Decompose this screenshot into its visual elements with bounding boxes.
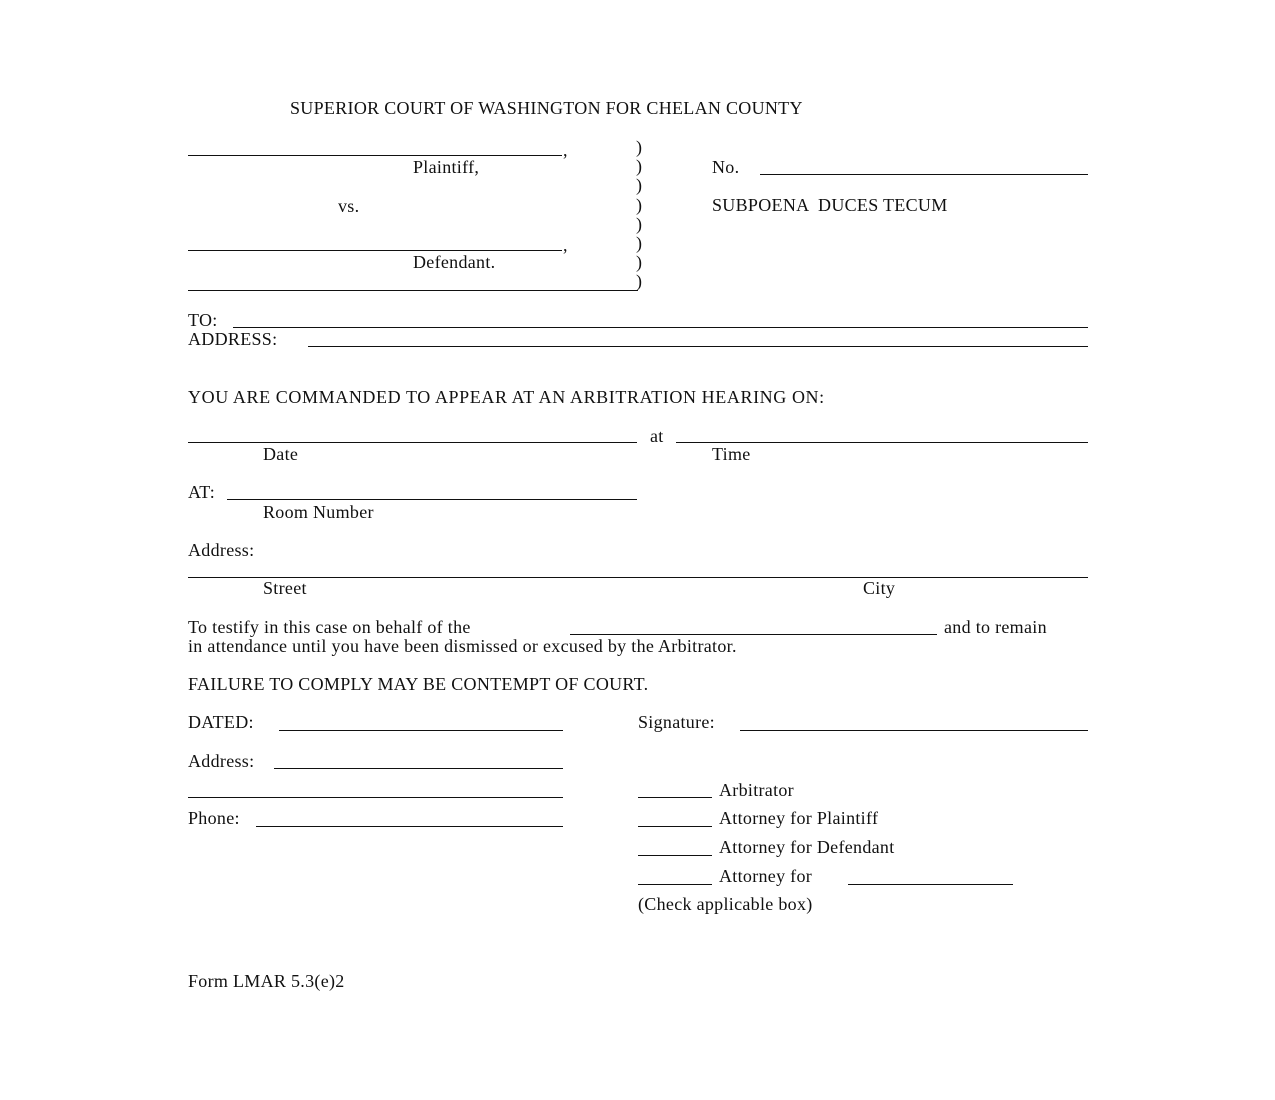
signer-address-line-1[interactable] (274, 768, 563, 769)
paren: ) (636, 194, 642, 215)
role-attorney-for: Attorney for (719, 866, 813, 886)
to-line[interactable] (233, 327, 1088, 328)
check-note: (Check applicable box) (638, 894, 813, 914)
paren: ) (636, 271, 642, 292)
phone-label: Phone: (188, 808, 240, 828)
phone-line[interactable] (256, 826, 563, 827)
role-attorney-defendant: Attorney for Defendant (719, 837, 895, 857)
defendant-label: Defendant. (413, 252, 496, 272)
room-number-line[interactable] (227, 499, 637, 500)
court-title: SUPERIOR COURT OF WASHINGTON FOR CHELAN COUNTY (290, 98, 803, 118)
signer-address-label: Address: (188, 751, 255, 771)
time-line[interactable] (676, 442, 1088, 443)
testify-text-start: To testify in this case on behalf of the (188, 617, 471, 637)
paren: ) (636, 252, 642, 273)
dated-line[interactable] (279, 730, 563, 731)
paren: ) (636, 137, 642, 157)
date-line[interactable] (188, 442, 637, 443)
signer-address-line-2[interactable] (188, 797, 563, 798)
paren: ) (636, 175, 642, 196)
role-attorney-plaintiff: Attorney for Plaintiff (719, 808, 879, 828)
arbitrator-check-line[interactable] (638, 797, 712, 798)
paren: ) (636, 233, 642, 254)
attorney-plaintiff-check-line[interactable] (638, 826, 712, 827)
case-no-label: No. (712, 157, 740, 177)
attorney-for-check-line[interactable] (638, 884, 712, 885)
testify-text-end: and to remain (944, 617, 1047, 637)
role-arbitrator: Arbitrator (719, 780, 794, 800)
form-number: Form LMAR 5.3(e)2 (188, 971, 345, 991)
command-text: YOU ARE COMMANDED TO APPEAR AT AN ARBITRATION HEARING ON: (188, 387, 825, 407)
recipient-address-line[interactable] (308, 346, 1088, 347)
defendant-comma: , (563, 235, 568, 255)
hearing-address-label: Address: (188, 540, 255, 560)
at-room-label: AT: (188, 482, 216, 502)
defendant-name-line[interactable] (188, 250, 562, 251)
document-title: SUBPOENA DUCES TECUM (712, 195, 948, 215)
dated-label: DATED: (188, 712, 254, 732)
paren: ) (636, 213, 642, 234)
to-label: TO: (188, 310, 218, 330)
contempt-warning: FAILURE TO COMPLY MAY BE CONTEMPT OF COURT. (188, 674, 649, 694)
signature-line[interactable] (740, 730, 1088, 731)
at-label: at (650, 426, 664, 446)
behalf-of-line[interactable] (570, 634, 937, 635)
attorney-defendant-check-line[interactable] (638, 855, 712, 856)
caption-paren-column (636, 138, 642, 292)
recipient-address-label: ADDRESS: (188, 329, 278, 349)
testify-text-line2: in attendance until you have been dismissed or excused by the Arbitrator. (188, 636, 737, 656)
attorney-for-party-line[interactable] (848, 884, 1013, 885)
caption-bottom-rule (188, 290, 638, 291)
hearing-address-line[interactable] (188, 577, 1088, 578)
city-caption: City (863, 578, 896, 598)
signature-label: Signature: (638, 712, 715, 732)
plaintiff-comma: , (563, 140, 568, 160)
street-caption: Street (263, 578, 307, 598)
time-caption: Time (712, 444, 751, 464)
room-caption: Room Number (263, 502, 374, 522)
case-number-line[interactable] (760, 174, 1088, 175)
plaintiff-label: Plaintiff, (413, 157, 480, 177)
plaintiff-name-line[interactable] (188, 155, 562, 156)
paren: ) (636, 156, 642, 177)
date-caption: Date (263, 444, 299, 464)
vs-label: vs. (338, 196, 360, 216)
